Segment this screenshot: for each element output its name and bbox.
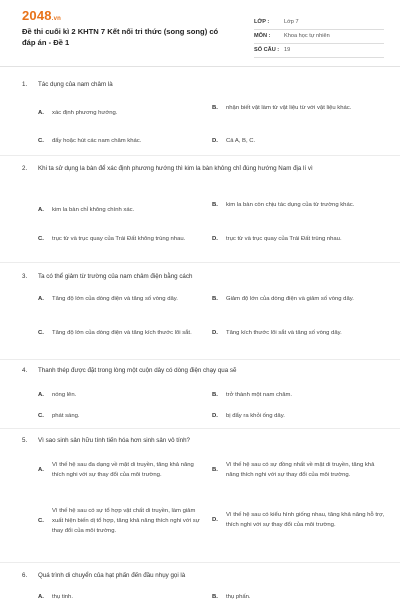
option-letter: C. bbox=[38, 236, 44, 242]
exam-meta bbox=[254, 16, 384, 58]
option-text: phát sáng. bbox=[52, 413, 80, 419]
option-letter: C. bbox=[38, 138, 44, 144]
option-text: Vì thế hệ sau có sự tổ hợp vật chất di truyền, làm giảm xuất hiện biến dị tổ hợp, tăng khả năng thích nghi với sự thay đổi của môi trường. bbox=[52, 508, 200, 534]
meta-label: MÔN : bbox=[254, 33, 271, 39]
question-divider bbox=[0, 428, 400, 429]
option-text: bị đẩy ra khỏi ống dây. bbox=[226, 413, 285, 419]
meta-label: LỚP : bbox=[254, 19, 270, 25]
question-number: 5. bbox=[22, 437, 28, 444]
option-letter: B. bbox=[212, 105, 218, 111]
meta-row-count bbox=[254, 44, 384, 58]
option-a[interactable] bbox=[38, 460, 208, 480]
option-text: Tăng độ lớn của dòng điện và tăng số vòng dây. bbox=[52, 296, 178, 302]
meta-value: Khoa học tự nhiên bbox=[284, 33, 330, 39]
option-letter: D. bbox=[212, 413, 218, 419]
option-text: đẩy hoặc hút các nam châm khác. bbox=[52, 138, 142, 144]
meta-label: SỐ CÂU : bbox=[254, 47, 280, 53]
option-text: xác định phương hướng. bbox=[52, 110, 118, 116]
option-letter: B. bbox=[212, 467, 218, 473]
question-divider bbox=[0, 155, 400, 156]
option-letter: A. bbox=[38, 467, 44, 473]
option-a[interactable] bbox=[38, 592, 202, 600]
option-d[interactable] bbox=[212, 510, 386, 530]
option-text: kim la bàn chỉ không chính xác. bbox=[52, 207, 135, 213]
option-text: kim la bàn còn chịu tác dụng của từ trường khác. bbox=[226, 202, 355, 208]
option-letter: D. bbox=[212, 236, 218, 242]
question-divider bbox=[0, 359, 400, 360]
option-b[interactable] bbox=[212, 390, 376, 400]
question-text: Khi ta sử dụng la bàn để xác định phương hướng thì kim la bàn không chỉ đúng hướng Nam địa lí vì bbox=[38, 165, 313, 172]
question-text: Quá trình di chuyển của hạt phấn đến đầu nhụy gọi là bbox=[38, 572, 186, 579]
option-letter: D. bbox=[212, 517, 218, 523]
option-text: Cả A, B, C. bbox=[226, 138, 256, 144]
question-number: 6. bbox=[22, 572, 28, 579]
option-c[interactable] bbox=[38, 506, 208, 536]
option-text: nóng lên. bbox=[52, 392, 77, 398]
option-a[interactable] bbox=[38, 294, 182, 304]
logo-text: 2048 bbox=[22, 8, 52, 23]
question-1 bbox=[0, 80, 400, 158]
option-text: Tăng kích thước lõi sắt và tăng số vòng dây. bbox=[226, 330, 342, 336]
option-letter: D. bbox=[212, 138, 218, 144]
option-letter: A. bbox=[38, 110, 44, 116]
question-text: Vì sao sinh sản hữu tính tiến hóa hơn sinh sản vô tính? bbox=[38, 437, 190, 444]
option-d[interactable] bbox=[212, 328, 376, 338]
question-divider bbox=[0, 262, 400, 263]
option-text: thụ phấn. bbox=[226, 594, 251, 600]
option-letter: D. bbox=[212, 330, 218, 336]
option-letter: A. bbox=[38, 594, 44, 600]
question-text: Tác dụng của nam châm là bbox=[38, 81, 113, 88]
option-b[interactable] bbox=[212, 460, 386, 480]
exam-title: Đề thi cuối kì 2 KHTN 7 Kết nối tri thức (song song) có đáp án - Đề 1 bbox=[22, 27, 219, 47]
question-3 bbox=[0, 272, 400, 362]
option-text: Tăng độ lớn của dòng điện và tăng kích thước lõi sắt. bbox=[52, 330, 192, 336]
option-text: Vì thế hệ sau có sự đồng nhất về mặt di truyền, tăng khả năng thích nghi với sự thay đổi của môi trường. bbox=[226, 462, 375, 478]
meta-value: Lớp 7 bbox=[284, 19, 299, 25]
header-divider bbox=[0, 66, 400, 67]
logo-suffix: .vn bbox=[51, 16, 62, 22]
option-letter: C. bbox=[38, 413, 44, 419]
option-b[interactable] bbox=[212, 103, 376, 113]
option-text: nhận biết vật làm từ vật liệu từ với vật liệu khác. bbox=[226, 105, 352, 111]
option-a[interactable] bbox=[38, 108, 202, 118]
meta-value: 19 bbox=[284, 47, 291, 53]
question-4 bbox=[0, 366, 400, 426]
question-number: 2. bbox=[22, 165, 28, 172]
option-d[interactable] bbox=[212, 411, 376, 421]
question-5 bbox=[0, 436, 400, 560]
question-number: 3. bbox=[22, 273, 28, 280]
question-divider bbox=[0, 562, 400, 563]
option-b[interactable] bbox=[212, 592, 376, 600]
option-a[interactable] bbox=[38, 205, 202, 215]
question-text: Thanh thép được đặt trong lòng một cuộn dây có dòng điện chạy qua sẽ bbox=[38, 367, 237, 374]
option-letter: C. bbox=[38, 330, 44, 336]
meta-row-subject bbox=[254, 30, 384, 44]
option-letter: B. bbox=[212, 296, 218, 302]
site-logo[interactable] bbox=[22, 8, 61, 23]
option-c[interactable] bbox=[38, 136, 202, 146]
option-letter: B. bbox=[212, 202, 218, 208]
option-letter: C. bbox=[38, 518, 44, 524]
option-d[interactable] bbox=[212, 136, 376, 146]
question-2 bbox=[0, 164, 400, 264]
question-number: 1. bbox=[22, 81, 28, 88]
document-header bbox=[0, 0, 400, 62]
option-text: trục từ và trục quay của Trái Đất không trùng nhau. bbox=[52, 236, 186, 242]
option-text: trở thành một nam châm. bbox=[226, 392, 293, 398]
option-b[interactable] bbox=[212, 294, 376, 304]
option-c[interactable] bbox=[38, 328, 192, 338]
option-letter: B. bbox=[212, 594, 218, 600]
option-text: Vì thế hệ sau có kiểu hình giống nhau, tăng khả năng hỗ trợ, thích nghi với sự thay đổi của môi trường. bbox=[226, 512, 385, 528]
question-text: Ta có thể giảm từ trường của nam châm điện bằng cách bbox=[38, 273, 193, 280]
meta-row-grade bbox=[254, 16, 384, 30]
option-b[interactable] bbox=[212, 200, 376, 210]
option-letter: A. bbox=[38, 207, 44, 213]
question-number: 4. bbox=[22, 367, 28, 374]
option-a[interactable] bbox=[38, 390, 202, 400]
option-text: thụ tinh. bbox=[52, 594, 73, 600]
option-letter: B. bbox=[212, 392, 218, 398]
option-text: Vì thế hệ sau đa dạng về mặt di truyền, tăng khả năng thích nghi với sự thay đổi của môi trường. bbox=[52, 462, 194, 478]
option-text: Giảm độ lớn của dòng điện và giảm số vòng dây. bbox=[226, 296, 354, 302]
option-d[interactable] bbox=[212, 234, 376, 244]
option-letter: A. bbox=[38, 392, 44, 398]
option-c[interactable] bbox=[38, 411, 202, 421]
option-c[interactable] bbox=[38, 234, 202, 244]
option-text: trục từ và trục quay của Trái Đất trùng nhau. bbox=[226, 236, 342, 242]
question-6 bbox=[0, 571, 400, 600]
option-letter: A. bbox=[38, 296, 44, 302]
